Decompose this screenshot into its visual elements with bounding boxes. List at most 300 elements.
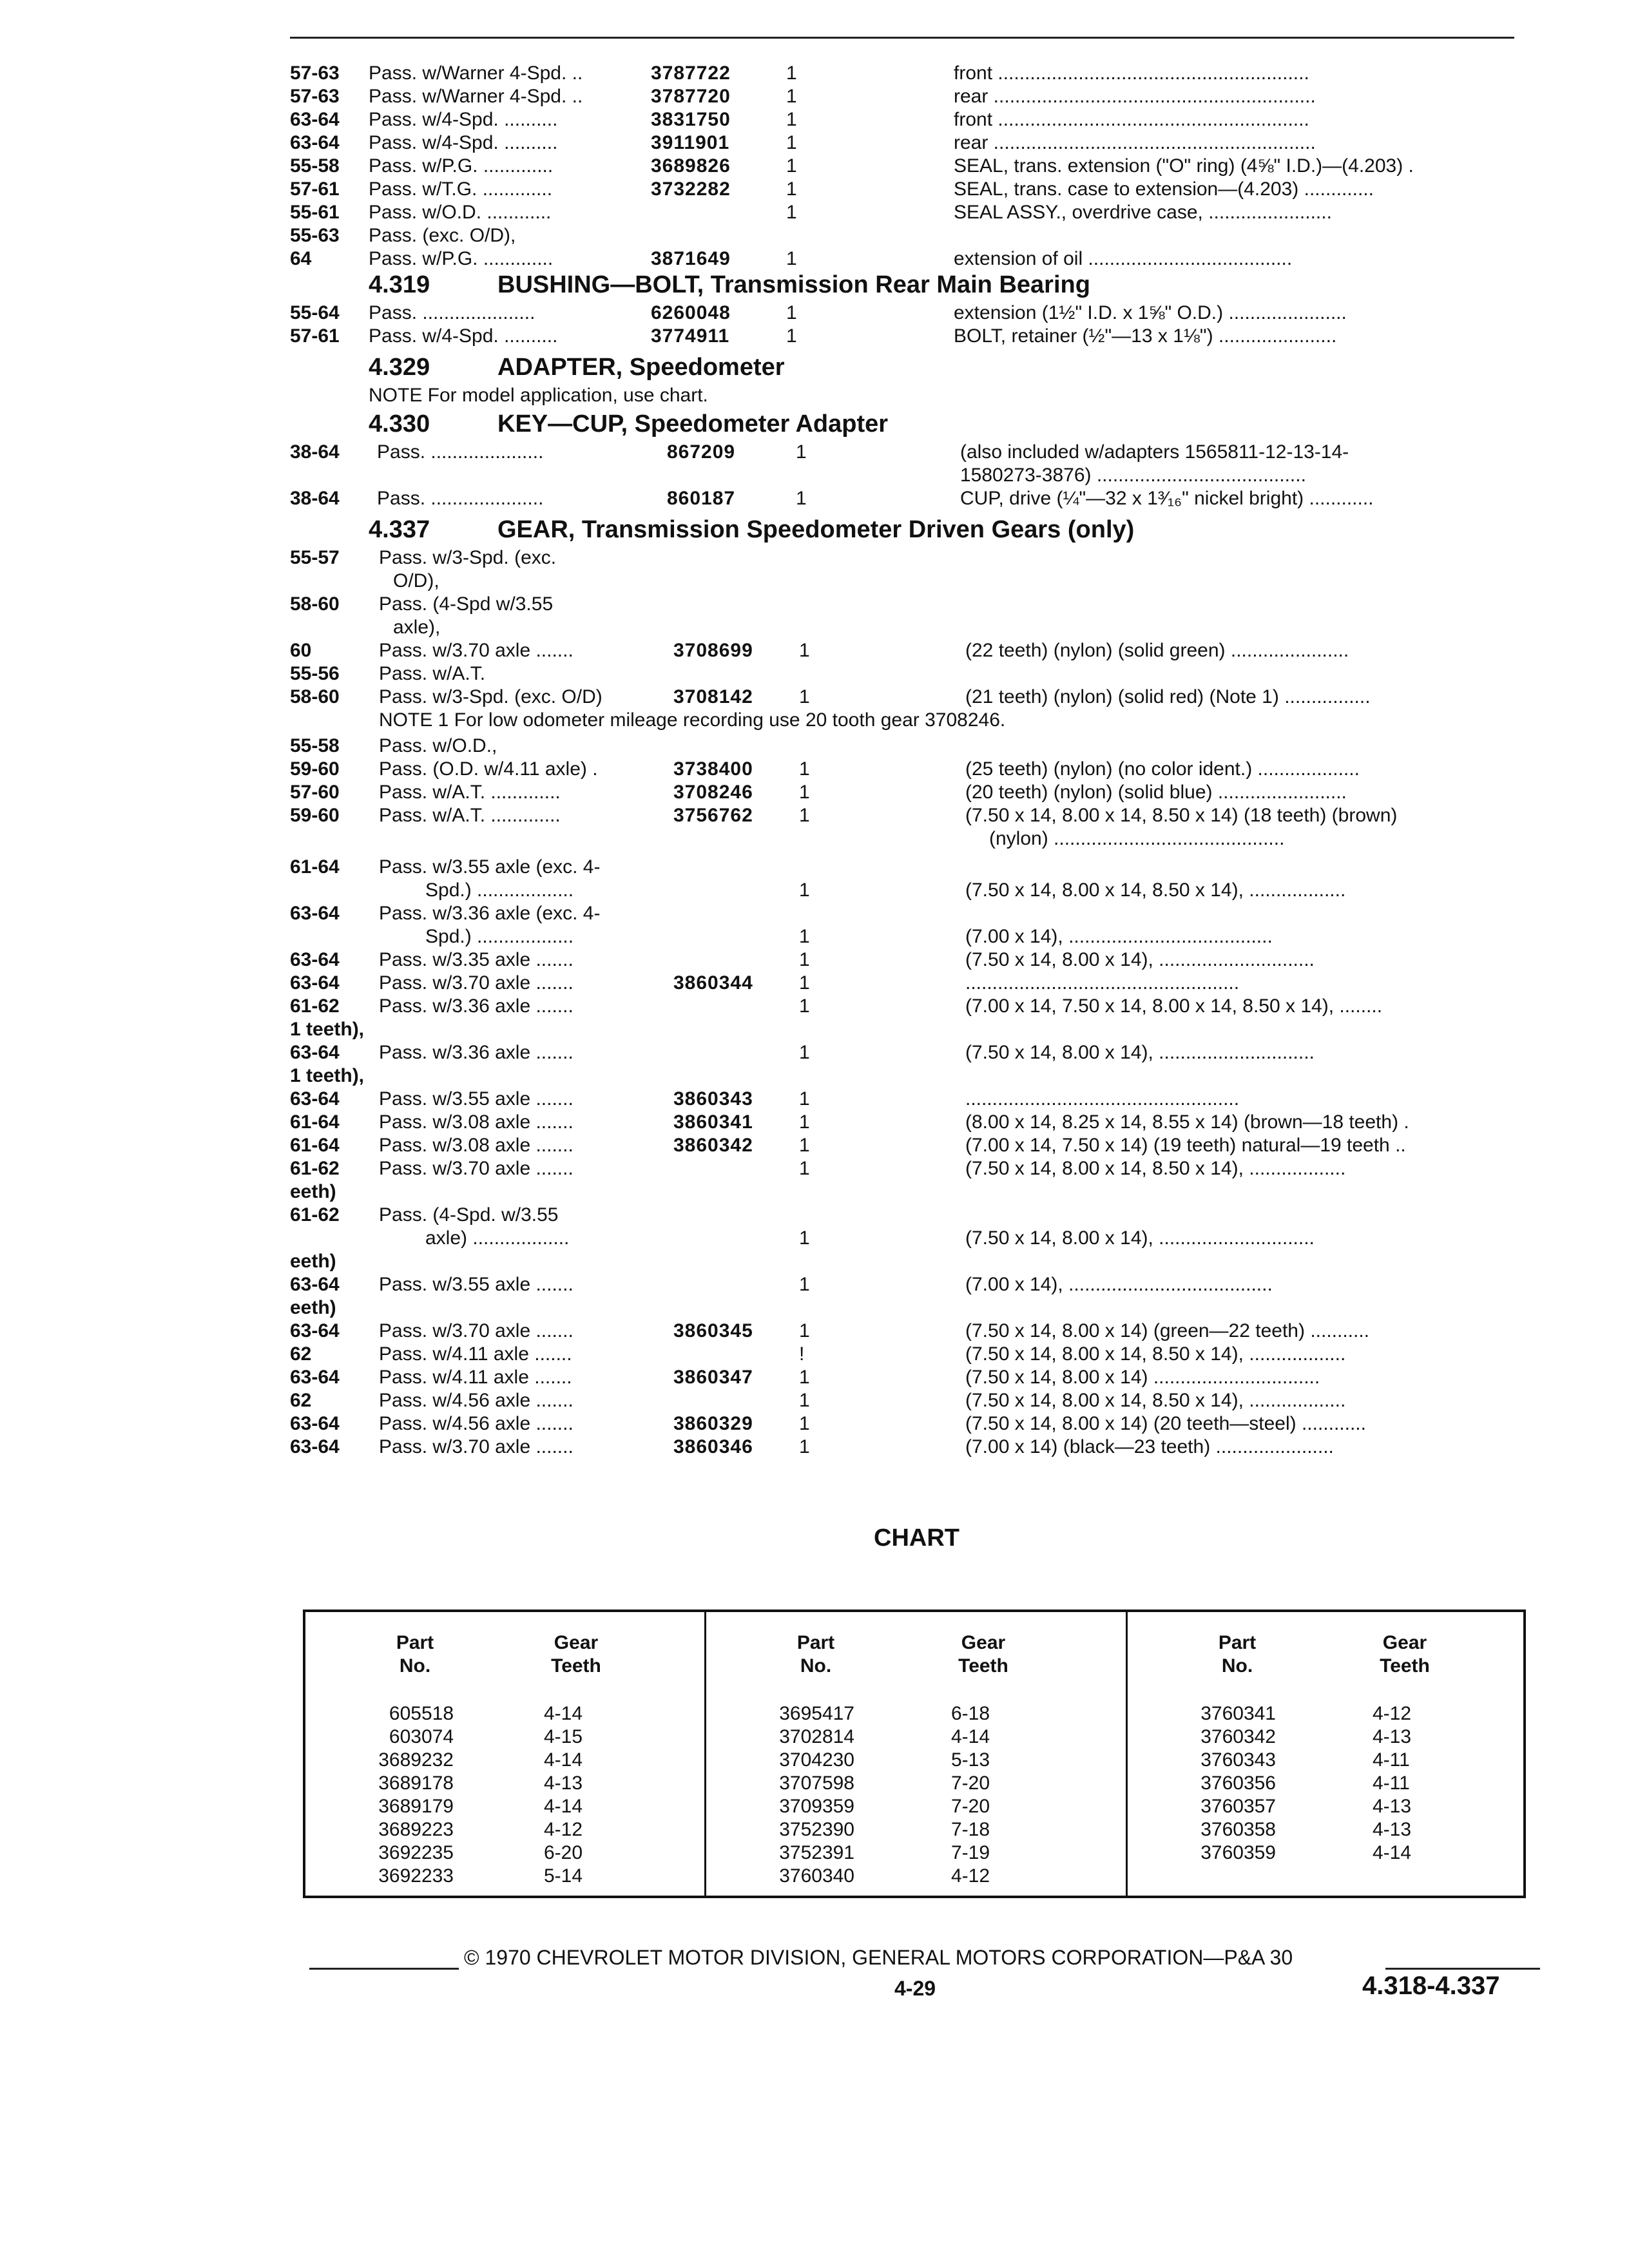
chart-gear-teeth: 4-14 (544, 1796, 583, 1817)
chart-header-gear-label: Gear (1382, 1632, 1427, 1653)
margin-fragment: 1 teeth), (290, 1019, 365, 1040)
chart-gear-teeth: 4-12 (544, 1819, 583, 1840)
part-description: (20 teeth) (nylon) (solid blue) ........................ (965, 782, 1347, 803)
quantity: 1 (799, 1111, 810, 1133)
catalog-row (290, 247, 1527, 271)
part-description: (7.50 x 14, 8.00 x 14, 8.50 x 14), .................. (965, 1343, 1346, 1365)
catalog-row (290, 1436, 1527, 1459)
chart-header-part (764, 1631, 867, 1678)
application: Pass. w/P.G. ............. (369, 155, 554, 177)
model-years: 63-64 (290, 1274, 340, 1295)
catalog-row (290, 879, 1527, 902)
chart-header-no-label: No. (800, 1655, 832, 1677)
section-title: GEAR, Transmission Speedometer Driven Gears (only) (497, 516, 1135, 543)
application-continued: Spd.) .................. (425, 879, 574, 901)
model-years: 62 (290, 1343, 312, 1365)
part-number: 3774911 (651, 325, 730, 347)
application: Pass. ..................... (377, 441, 544, 463)
chart-gear-teeth: 4-12 (951, 1865, 990, 1887)
chart-part-number: 3752391 (779, 1842, 854, 1863)
quantity: 1 (796, 441, 807, 463)
model-years: 63-64 (290, 132, 340, 153)
catalog-row (290, 302, 1527, 325)
catalog-row (290, 1134, 1527, 1157)
part-number: 3860329 (673, 1413, 753, 1434)
chart-part-number: 3695417 (779, 1703, 854, 1724)
application: Pass. (O.D. w/4.11 axle) . (379, 758, 598, 780)
part-description: front .......................................................... (954, 109, 1309, 130)
section-number: 4.337 (369, 516, 430, 543)
part-number: 3860346 (673, 1436, 753, 1457)
application: Pass. w/3.55 axle (exc. 4- (379, 856, 601, 878)
application: Pass. w/3.55 axle ....... (379, 1088, 574, 1110)
section-4-337 (290, 518, 1527, 546)
part-number: 3787720 (651, 86, 731, 107)
chart-header-no-label: No. (1221, 1655, 1253, 1677)
application: Pass. w/3.35 axle ....... (379, 949, 574, 970)
quantity: 1 (799, 758, 810, 780)
application: Pass. w/4-Spd. .......... (369, 325, 558, 347)
application: Pass. w/3.70 axle ....... (379, 1320, 574, 1341)
part-description: (also included w/adapters 1565811-12-13-14- (960, 441, 1349, 463)
application: Pass. w/3.70 axle ....... (379, 1436, 574, 1457)
chart-header-part-label: Part (796, 1632, 835, 1653)
note-1: NOTE 1 For low odometer mileage recording use 20 tooth gear 3708246. (379, 709, 1006, 731)
part-description: ................................................... (965, 1088, 1240, 1110)
group-gears-late (290, 856, 1527, 1459)
application: Pass. w/O.D. ............ (369, 202, 552, 223)
model-years: 61-64 (290, 1111, 340, 1133)
model-years: 55-61 (290, 202, 340, 223)
application: Pass. w/Warner 4-Spd. .. (369, 62, 583, 84)
catalog-row (290, 686, 1527, 709)
footer-copyright: © 1970 CHEVROLET MOTOR DIVISION, GENERAL MOTORS CORPORATION—P&A 30 (464, 1946, 1293, 1969)
catalog-row (290, 1343, 1527, 1366)
application: Pass. ..................... (369, 302, 535, 323)
model-years: 62 (290, 1390, 312, 1411)
part-number: 867209 (667, 441, 736, 463)
catalog-row (290, 856, 1527, 879)
model-years: 57-63 (290, 86, 340, 107)
chart-gear-teeth: 4-14 (544, 1749, 583, 1771)
part-number: 860187 (667, 488, 736, 509)
catalog-row (290, 758, 1527, 781)
chart-part-number: 3689178 (378, 1773, 454, 1794)
quantity: 1 (786, 178, 797, 200)
catalog-row (290, 1064, 1527, 1088)
chart-part-number: 3760357 (1200, 1796, 1276, 1817)
model-years: 64 (290, 248, 312, 269)
group-seals (290, 62, 1527, 271)
section-number: 4.329 (369, 354, 430, 381)
application: Pass. w/4.11 axle ....... (379, 1343, 572, 1365)
quantity: 1 (799, 1135, 810, 1156)
catalog-row (290, 131, 1527, 155)
application: Pass. w/4.56 axle ....... (379, 1413, 574, 1434)
model-years: 61-62 (290, 1158, 340, 1179)
quantity: 1 (799, 1227, 810, 1249)
model-years: 55-57 (290, 547, 340, 568)
quantity: 1 (786, 202, 797, 223)
chart-gear-teeth: 4-13 (1373, 1819, 1412, 1840)
part-description: BOLT, retainer (½"—13 x 1⅛") ...................... (954, 325, 1337, 347)
catalog-row (290, 441, 1527, 464)
chart-part-number: 3692235 (378, 1842, 454, 1863)
application: Pass. w/3.36 axle ....... (379, 995, 574, 1017)
part-number: 3860341 (673, 1111, 753, 1133)
chart-header-part-label: Part (1218, 1632, 1257, 1653)
model-years: 63-64 (290, 972, 340, 994)
catalog-row (290, 464, 1527, 487)
margin-fragment: eeth) (290, 1181, 336, 1202)
application: Pass. w/3-Spd. (exc. (379, 547, 557, 568)
chart-part-number: 3760341 (1200, 1703, 1276, 1724)
quantity: 1 (786, 248, 797, 269)
model-years: 55-58 (290, 735, 340, 756)
part-description: 1580273-3876) ....................................... (960, 465, 1306, 486)
part-number: 3860344 (673, 972, 753, 994)
chart-part-number: 3760342 (1200, 1726, 1276, 1747)
part-description: (22 teeth) (nylon) (solid green) ...................... (965, 640, 1349, 661)
catalog-row (290, 902, 1527, 925)
catalog-row (290, 593, 1527, 616)
catalog-row (290, 325, 1527, 348)
model-years: 61-62 (290, 1204, 340, 1225)
catalog-row (290, 616, 1527, 639)
chart-header-teeth-label: Teeth (1380, 1655, 1430, 1677)
margin-fragment: eeth) (290, 1251, 336, 1272)
application-continued: axle), (393, 617, 441, 638)
catalog-row (290, 1041, 1527, 1064)
part-description: CUP, drive (¼"—32 x 1³⁄₁₆" nickel bright) ............ (960, 488, 1374, 509)
chart-gear-teeth: 7-19 (951, 1842, 990, 1863)
application: Pass. w/4-Spd. .......... (369, 109, 558, 130)
application: Pass. w/3.08 axle ....... (379, 1111, 574, 1133)
application: Pass. w/3.70 axle ....... (379, 972, 574, 994)
quantity: 1 (799, 926, 810, 947)
chart-gear-teeth: 4-13 (1373, 1726, 1412, 1747)
model-years: 63-64 (290, 1320, 340, 1341)
chart-header-part-label: Part (396, 1632, 434, 1653)
chart-part-number: 3760358 (1200, 1819, 1276, 1840)
chart-header-part (1186, 1631, 1289, 1678)
model-years: 63-64 (290, 1436, 340, 1457)
chart-part-number: 3704230 (779, 1749, 854, 1771)
catalog-row (290, 1111, 1527, 1134)
model-years: 57-61 (290, 325, 340, 347)
model-years: 63-64 (290, 1367, 340, 1388)
chart-part-number: 3702814 (779, 1726, 854, 1747)
top-rule (290, 37, 1514, 39)
quantity: 1 (786, 155, 797, 177)
model-years: 59-60 (290, 758, 340, 780)
part-number: 3708142 (673, 686, 753, 707)
quantity: 1 (799, 995, 810, 1017)
model-years: 61-64 (290, 1135, 340, 1156)
application: Pass. w/P.G. ............. (369, 248, 554, 269)
application: Pass. w/3.55 axle ....... (379, 1274, 574, 1295)
chart-part-number: 3760359 (1200, 1842, 1276, 1863)
catalog-row (290, 804, 1527, 827)
part-description: SEAL, trans. case to extension—(4.203) ............. (954, 178, 1374, 200)
footer-section-range: 4.318-4.337 (1362, 1972, 1500, 2000)
chart-header-gear (932, 1631, 1035, 1678)
application: Pass. ..................... (377, 488, 544, 509)
quantity: 1 (799, 782, 810, 803)
part-description: (7.50 x 14, 8.00 x 14) (green—22 teeth) ........... (965, 1320, 1369, 1341)
part-description: (7.00 x 14), ...................................... (965, 1274, 1273, 1295)
chart-header-teeth-label: Teeth (551, 1655, 601, 1677)
chart-part-number: 3689179 (378, 1796, 454, 1817)
chart-part-number: 3752390 (779, 1819, 854, 1840)
catalog-row (290, 108, 1527, 131)
quantity: 1 (799, 1436, 810, 1457)
part-description: extension (1½" I.D. x 1⅝" O.D.) ...................... (954, 302, 1347, 323)
catalog-row (290, 487, 1527, 510)
chart-part-number: 605518 (389, 1703, 454, 1724)
catalog-row (290, 1389, 1527, 1412)
quantity: 1 (796, 488, 807, 509)
part-description: (7.50 x 14, 8.00 x 14, 8.50 x 14), .................. (965, 1158, 1346, 1179)
part-number: 3689826 (651, 155, 731, 177)
model-years: 61-62 (290, 995, 340, 1017)
part-description: rear ............................................................ (954, 132, 1316, 153)
catalog-row (290, 995, 1527, 1018)
chart-part-number: 3760343 (1200, 1749, 1276, 1771)
quantity: 1 (786, 86, 797, 107)
part-number: 3708246 (673, 782, 753, 803)
part-number: 3708699 (673, 640, 753, 661)
section-note: NOTE For model application, use chart. (369, 385, 708, 406)
chart-part-number: 3689232 (378, 1749, 454, 1771)
footer-rule-left (309, 1968, 459, 1970)
catalog-row (290, 1227, 1527, 1250)
parts-catalog (290, 62, 1527, 1459)
chart-part-number: 3709359 (779, 1796, 854, 1817)
section-4-330 (290, 412, 1527, 441)
part-description: (7.50 x 14, 8.00 x 14, 8.50 x 14), .................. (965, 879, 1346, 901)
model-years: 57-63 (290, 62, 340, 84)
application: Pass. w/Warner 4-Spd. .. (369, 86, 583, 107)
margin-fragment: 1 teeth), (290, 1065, 365, 1086)
section-number: 4.330 (369, 410, 430, 437)
part-number: 6260048 (651, 302, 731, 323)
part-description: extension of oil ...................................... (954, 248, 1293, 269)
part-description: ................................................... (965, 972, 1240, 994)
model-years: 63-64 (290, 949, 340, 970)
catalog-row (290, 827, 1527, 850)
model-years: 38-64 (290, 488, 340, 509)
application: Pass. (4-Spd w/3.55 (379, 593, 554, 615)
model-years: 63-64 (290, 109, 340, 130)
application: Pass. w/4.56 axle ....... (379, 1390, 574, 1411)
section-title: BUSHING—BOLT, Transmission Rear Main Bearing (497, 271, 1090, 298)
catalog-row (290, 948, 1527, 972)
part-number: 3732282 (651, 178, 731, 200)
chart-header-gear-label: Gear (961, 1632, 1006, 1653)
section-4-329 (290, 356, 1527, 384)
application: Pass. w/4-Spd. .......... (369, 132, 558, 153)
part-number: 3738400 (673, 758, 753, 780)
part-description: (7.50 x 14, 8.00 x 14) ............................... (965, 1367, 1320, 1388)
quantity: 1 (786, 132, 797, 153)
catalog-row (290, 546, 1527, 570)
catalog-row (290, 1018, 1527, 1041)
section-4-319 (290, 273, 1527, 302)
chart-header-gear-label: Gear (554, 1632, 599, 1653)
model-years: 63-64 (290, 1088, 340, 1110)
model-years: 55-64 (290, 302, 340, 323)
quantity: 1 (799, 1158, 810, 1179)
catalog-row (290, 1320, 1527, 1343)
chart-part-number: 3692233 (378, 1865, 454, 1887)
application-continued: O/D), (393, 570, 439, 591)
chart-gear-teeth: 5-13 (951, 1749, 990, 1771)
quantity: 1 (786, 109, 797, 130)
catalog-row (290, 925, 1527, 948)
group-gears-early (290, 546, 1527, 709)
quantity: 1 (799, 1320, 810, 1341)
chart-part-number: 3689223 (378, 1819, 454, 1840)
group-gears-mid (290, 735, 1527, 850)
part-description: (7.00 x 14, 7.50 x 14, 8.00 x 14, 8.50 x 14), ........ (965, 995, 1383, 1017)
quantity: 1 (799, 1413, 810, 1434)
quantity: ! (799, 1343, 805, 1365)
quantity: 1 (799, 972, 810, 994)
chart-part-number: 3760340 (779, 1865, 854, 1887)
catalog-row (290, 972, 1527, 995)
model-years: 55-58 (290, 155, 340, 177)
application: Pass. (exc. O/D), (369, 225, 516, 246)
chart-gear-teeth: 4-14 (1373, 1842, 1412, 1863)
margin-fragment: eeth) (290, 1297, 336, 1318)
application: Pass. w/O.D., (379, 735, 497, 756)
part-description: (7.50 x 14, 8.00 x 14), ............................. (965, 1042, 1315, 1063)
chart-gear-teeth: 5-14 (544, 1865, 583, 1887)
chart-column-3 (1128, 1612, 1523, 1896)
application: Pass. w/3.70 axle ....... (379, 1158, 574, 1179)
catalog-row (290, 570, 1527, 593)
catalog-row (290, 1250, 1527, 1273)
catalog-row (290, 201, 1527, 224)
chart-gear-teeth: 4-14 (544, 1703, 583, 1724)
quantity: 1 (799, 1042, 810, 1063)
group-bushing (290, 302, 1527, 348)
catalog-row (290, 1088, 1527, 1111)
application-continued: Spd.) .................. (425, 926, 574, 947)
catalog-row (290, 1180, 1527, 1204)
model-years: 57-60 (290, 782, 340, 803)
chart-gear-teeth: 7-18 (951, 1819, 990, 1840)
chart-header-part (363, 1631, 467, 1678)
chart-header-no-label: No. (399, 1655, 431, 1677)
model-years: 63-64 (290, 1042, 340, 1063)
catalog-row (290, 1296, 1527, 1320)
section-number: 4.319 (369, 271, 430, 298)
part-number: 3756762 (673, 805, 753, 826)
part-description: front .......................................................... (954, 62, 1309, 84)
part-description: SEAL ASSY., overdrive case, ....................... (954, 202, 1332, 223)
model-years: 61-64 (290, 856, 340, 878)
application: Pass. w/3.36 axle ....... (379, 1042, 574, 1063)
model-years: 58-60 (290, 593, 340, 615)
quantity: 1 (799, 805, 810, 826)
application: Pass. w/3-Spd. (exc. O/D) (379, 686, 602, 707)
part-number: 3860342 (673, 1135, 753, 1156)
quantity: 1 (786, 325, 797, 347)
part-number: 3911901 (651, 132, 730, 153)
chart-gear-teeth: 4-11 (1373, 1749, 1410, 1771)
chart-gear-teeth: 4-12 (1373, 1703, 1412, 1724)
part-description: (7.50 x 14, 8.00 x 14, 8.50 x 14), .................. (965, 1390, 1346, 1411)
part-description: (21 teeth) (nylon) (solid red) (Note 1) ................ (965, 686, 1371, 707)
quantity: 1 (799, 1274, 810, 1295)
chart-gear-teeth: 4-15 (544, 1726, 583, 1747)
application: Pass. w/3.70 axle ....... (379, 640, 574, 661)
part-description: (7.00 x 14, 7.50 x 14) (19 teeth) natural—19 teeth .. (965, 1135, 1406, 1156)
catalog-row (290, 178, 1527, 201)
part-number: 3871649 (651, 248, 731, 269)
group-key-cup (290, 441, 1527, 510)
chart-gear-teeth: 4-13 (544, 1773, 583, 1794)
part-description: (25 teeth) (nylon) (no color ident.) ................... (965, 758, 1360, 780)
section-title: KEY—CUP, Speedometer Adapter (497, 410, 889, 437)
chart-gear-teeth: 4-13 (1373, 1796, 1412, 1817)
chart-header-teeth-label: Teeth (958, 1655, 1008, 1677)
part-description: (nylon) ........................................... (989, 828, 1285, 849)
catalog-row (290, 1412, 1527, 1436)
catalog-row (290, 639, 1527, 662)
model-years: 58-60 (290, 686, 340, 707)
quantity: 1 (799, 1367, 810, 1388)
catalog-row (290, 1366, 1527, 1389)
part-description: (7.00 x 14), ...................................... (965, 926, 1273, 947)
part-description: SEAL, trans. extension ("O" ring) (4⅝" I.D.)—(4.203) . (954, 155, 1414, 177)
model-years: 59-60 (290, 805, 340, 826)
part-number: 3860347 (673, 1367, 753, 1388)
application: Pass. w/A.T. ............. (379, 805, 561, 826)
chart-header-gear (1353, 1631, 1456, 1678)
part-number: 3831750 (651, 109, 731, 130)
chart-header-gear (525, 1631, 628, 1678)
chart-gear-teeth: 4-14 (951, 1726, 990, 1747)
part-description: (7.50 x 14, 8.00 x 14, 8.50 x 14) (18 teeth) (brown) (965, 805, 1398, 826)
application: Pass. w/4.11 axle ....... (379, 1367, 572, 1388)
part-description: (7.50 x 14, 8.00 x 14), ............................. (965, 949, 1315, 970)
chart-column-1 (305, 1612, 706, 1896)
model-years: 38-64 (290, 441, 340, 463)
part-description: (8.00 x 14, 8.25 x 14, 8.55 x 14) (brown—18 teeth) . (965, 1111, 1409, 1133)
chart-part-number: 3707598 (779, 1773, 854, 1794)
catalog-row (290, 1204, 1527, 1227)
quantity: 1 (799, 640, 810, 661)
application: Pass. (4-Spd. w/3.55 (379, 1204, 559, 1225)
footer-page-number: 4-29 (894, 1977, 936, 2000)
catalog-row (290, 1157, 1527, 1180)
part-description: (7.50 x 14, 8.00 x 14), ............................. (965, 1227, 1315, 1249)
catalog-row (290, 781, 1527, 804)
catalog-row (290, 662, 1527, 686)
quantity: 1 (799, 1088, 810, 1110)
application: Pass. w/3.08 axle ....... (379, 1135, 574, 1156)
model-years: 55-63 (290, 225, 340, 246)
catalog-row (290, 155, 1527, 178)
catalog-row (290, 85, 1527, 108)
model-years: 63-64 (290, 1413, 340, 1434)
model-years: 55-56 (290, 663, 340, 684)
part-number: 3860343 (673, 1088, 753, 1110)
gear-chart-table (303, 1610, 1526, 1898)
